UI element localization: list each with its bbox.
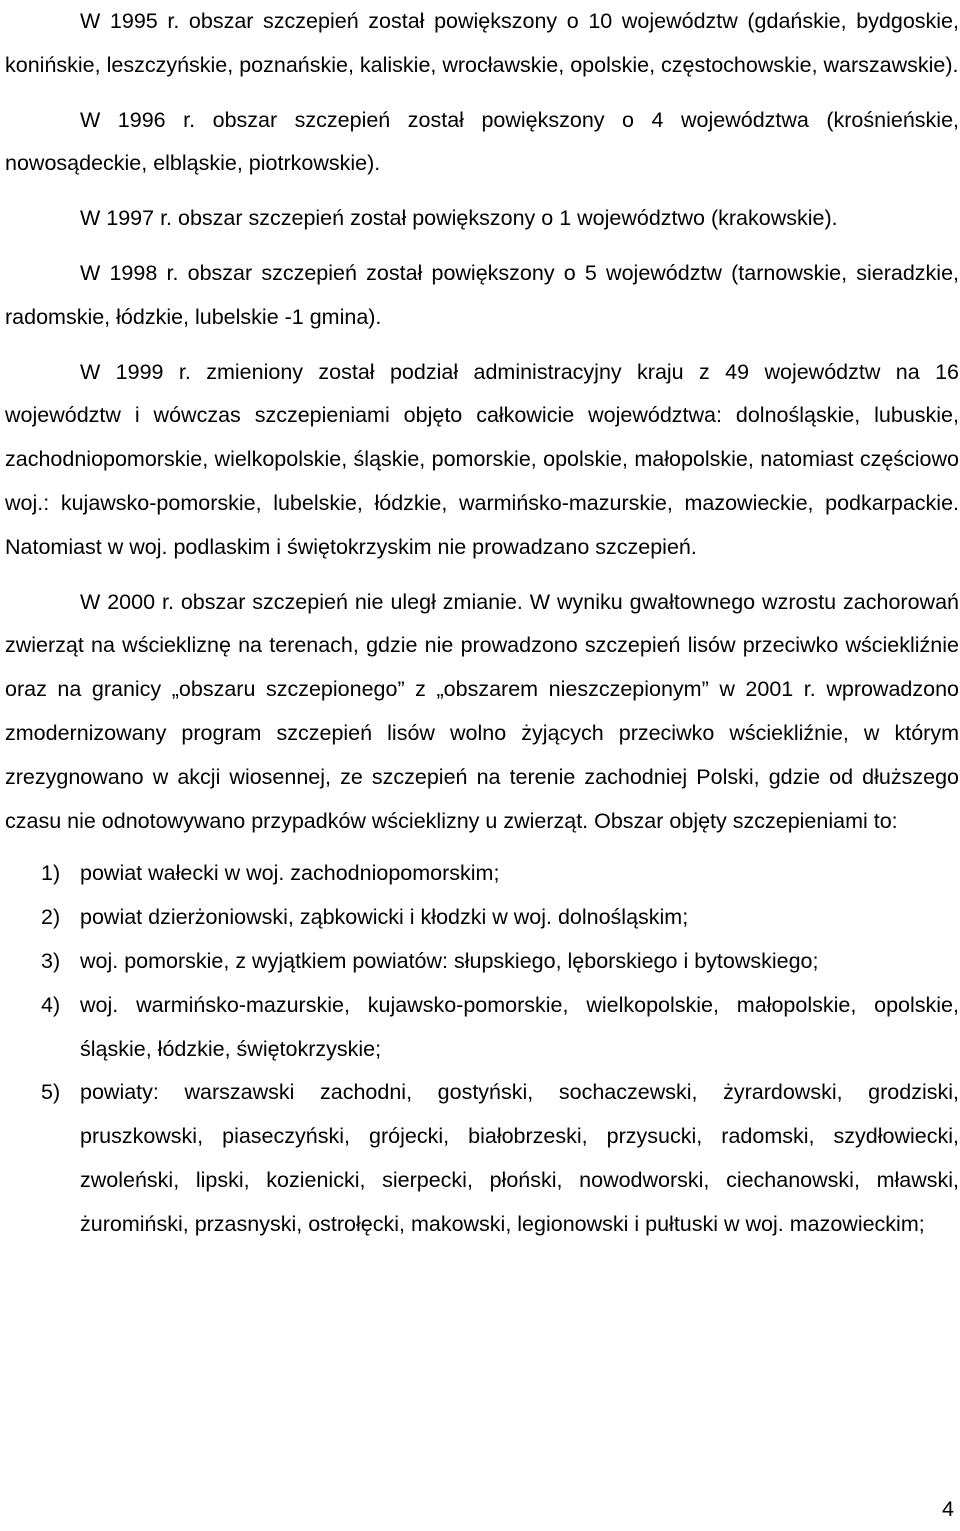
paragraph-1998: W 1998 r. obszar szczepień został powiększony o 5 województw (tarnowskie, sieradzkie, radomskie, łódzkie, lubelskie -1 gmina).: [5, 260, 959, 329]
list-item-text: woj. pomorskie, z wyjątkiem powiatów: słupskiego, lęborskiego i bytowskiego;: [80, 948, 819, 973]
list-item-number: 1): [41, 861, 61, 886]
list-item: [5, 852, 959, 896]
list-item: [5, 896, 959, 940]
list-item-text: powiaty: warszawski zachodni, gostyński, sochaczewski, żyrardowski, grodziski, pruszkowski, piaseczyński, grójecki, białobrzeski, przysucki, radomski, szydłowiecki, zwoleński, lipski, kozienicki, sierpecki, płoński, nowodworski, ciechanowski, mławski, żuromiński, przasnyski, ostrołęcki, makowski, legionowski i pułtuski w woj. mazowieckim;: [80, 1080, 959, 1236]
paragraph-2000: W 2000 r. obszar szczepień nie uległ zmianie. W wyniku gwałtownego wzrostu zachorowań zwierząt na wściekliznę na terenach, gdzie nie prowadzono szczepień lisów przeciwko wściekliźnie oraz na granicy „obszaru szczepionego” z „obszarem nieszczepionym” w 2001 r. wprowadzono zmodernizowany program szczepień lisów wolno żyjących przeciwko wściekliźnie, w którym zrezygnowano w akcji wiosennej, ze szczepień na terenie zachodniej Polski, gdzie od dłuższego czasu nie odnotowywano przypadków wścieklizny u zwierząt. Obszar objęty szczepieniami to:: [5, 589, 959, 833]
list-item-number: 5): [41, 1080, 61, 1105]
list-item-text: woj. warmińsko-mazurskie, kujawsko-pomorskie, wielkopolskie, małopolskie, opolskie, śląskie, łódzkie, świętokrzyskie;: [80, 992, 959, 1061]
list-item: [5, 940, 959, 984]
paragraph-1999: W 1999 r. zmieniony został podział administracyjny kraju z 49 województw na 16 województw i wówczas szczepieniami objęto całkowicie województwa: dolnośląskie, lubuskie, zachodniopomorskie, wielkopolskie, śląskie, pomorskie, opolskie, małopolskie, natomiast częściowo woj.: kujawsko-pomorskie, lubelskie, łódzkie, warmińsko-mazurskie, mazowieckie, podkarpackie. Natomiast w woj. podlaskim i świętokrzyskim nie prowadzano szczepień.: [5, 359, 959, 559]
paragraph-1996: W 1996 r. obszar szczepień został powiększony o 4 województwa (krośnieńskie, nowosądeckie, elbląskie, piotrkowskie).: [5, 107, 959, 176]
list-item-number: 3): [41, 948, 61, 973]
list-item-text: powiat dzierżoniowski, ząbkowicki i kłodzki w woj. dolnośląskim;: [80, 905, 689, 930]
list-item-text: powiat wałecki w woj. zachodniopomorskim;: [80, 861, 500, 886]
document-page: [5, 0, 959, 1247]
list-item-number: 2): [41, 905, 61, 930]
paragraph-1997: W 1997 r. obszar szczepień został powiększony o 1 województwo (krakowskie).: [80, 206, 838, 231]
list-item-number: 4): [41, 992, 61, 1017]
list-item: [5, 984, 959, 1072]
vaccination-area-list: [5, 852, 959, 1246]
paragraph-1995: W 1995 r. obszar szczepień został powiększony o 10 województw (gdańskie, bydgoskie, konińskie, leszczyńskie, poznańskie, kaliskie, wrocławskie, opolskie, częstochowskie, warszawskie).: [5, 9, 959, 77]
list-item: [5, 1071, 959, 1246]
page-number: 4: [942, 1497, 954, 1521]
